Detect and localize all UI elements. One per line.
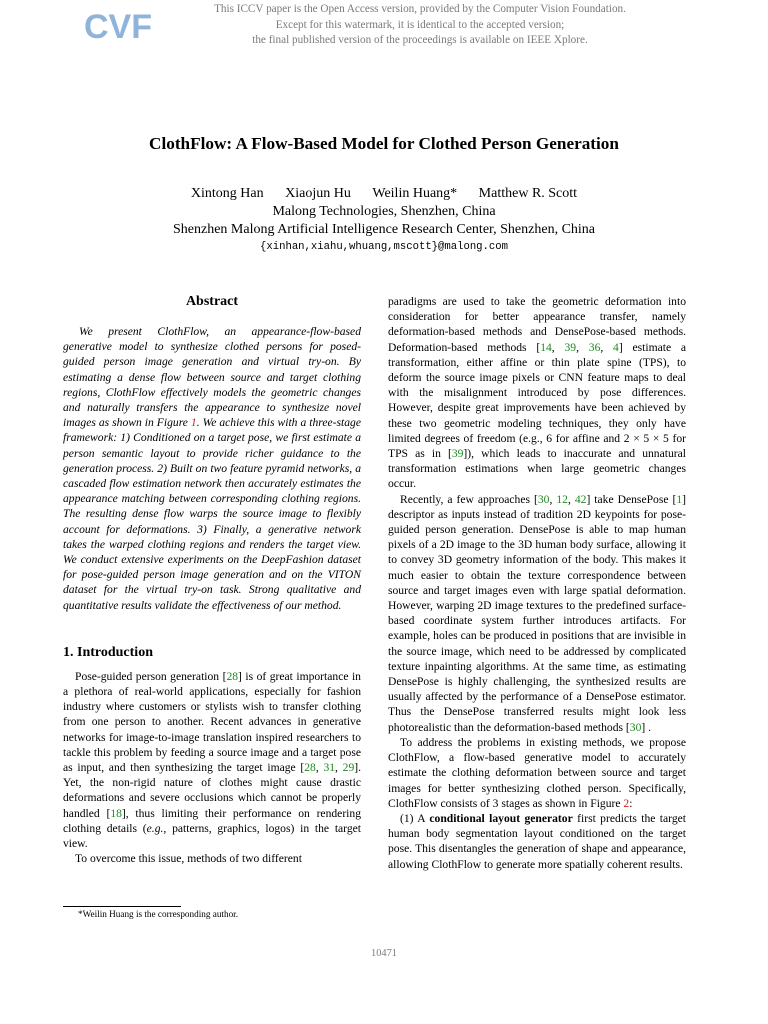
text-part: , [315, 761, 324, 775]
abstract-text-part: . We achieve this with a three-stage framework: 1) Conditioned on a target pose, we first estimate a person semantic layout to provide richer guidance to the generation process. 2) Built on two feature pyramid networks, a cascaded flow estimation network then accurately estimates the appearance matching between corresponding clothing regions. The resulting dense flow warps the source image to flexibly account for deformations. 3) Finally, a generative network takes the warped clothing regions and renders the target view. We conduct extensive experiments on the DeepFashion dataset for pose-guided person image generation and on the VITON dataset for the virtual try-on task. Strong qualitative and quantitative results validate the effectiveness of our method. [63, 416, 361, 612]
text-part: ], thus limiting their performance on rendering clothing details ( [63, 806, 361, 835]
cvf-logo-text: CVF [84, 8, 152, 46]
citation-link[interactable]: 12 [556, 492, 568, 506]
text-part: first predicts the target human body segmentation layout conditioned on the target pose. This disentangles the generation of shape and appearance, allowing ClothFlow to generate more spatially coherent results. [388, 811, 686, 871]
text-part: , patterns, graphics, logos) in the target view. [63, 821, 361, 851]
page-number: 10471 [371, 948, 397, 959]
paper-title: ClothFlow: A Flow-Based Model for Clothed Person Generation [149, 134, 619, 153]
right-paragraph-4 [388, 811, 686, 872]
citation-link[interactable]: 14 [540, 340, 552, 354]
figure-ref-link[interactable]: 2 [623, 796, 630, 810]
text-part: , [576, 340, 589, 354]
left-column [63, 292, 361, 867]
text-part: Recently, a few approaches [ [400, 492, 538, 506]
right-paragraph-3 [388, 735, 686, 811]
watermark-line-1: This ICCV paper is the Open Access version, provided by the Computer Vision Foundation. [214, 3, 626, 15]
text-part: Pose-guided person generation [ [75, 669, 227, 683]
citation-link[interactable]: 39 [451, 447, 464, 461]
text-part: ]), which leads to inaccurate and unnatural transformation estimations when large geometric changes occur. [388, 447, 686, 491]
author-block [40, 185, 728, 255]
citation-link[interactable]: 30 [537, 492, 550, 506]
watermark-line-2: Except for this watermark, it is identical to the accepted version; [275, 18, 565, 31]
citation-link[interactable]: 1 [676, 492, 683, 506]
right-column [388, 294, 686, 872]
text-part: , [335, 761, 343, 775]
cvf-logo [84, 6, 152, 46]
text-part: , [551, 340, 565, 354]
right-paragraph-2 [388, 492, 686, 735]
citation-link[interactable]: 39 [564, 340, 577, 354]
footnote-rule [63, 906, 181, 907]
text-part: ]. Yet, the non-rigid nature of clothes might cause drastic deformations and severe occlusions which cannot be properly handled [ [63, 761, 362, 820]
text-part: ] descriptor as inputs instead of tradition 2D keypoints for pose-guided person generation. DensePose is able to map human pixels of a 2D image to the 3D human body surface, allowing it to convey 3D geometry information of the body. This makes it much easier to obtain the texture correspondence between source and target images even with large spatial deformation. However, warping 2D image textures to the predefined surface-based coordinate system further introduces artifacts. For example, holes can be produced in positions that are invisible in the source image, which need to be addressed by complicated texture inpainting algorithms. At the same time, as estimating DensePose is highly challenging, the synthesized results are usually affected by the performance of a DensePose estimator. Thus the DensePose transferred results might look less photorealistic than the deformation-based methods [ [388, 492, 687, 734]
right-paragraph-1 [388, 294, 686, 492]
text-part: e.g. [146, 821, 164, 835]
citation-link[interactable]: 29 [342, 761, 355, 775]
affiliation-2: Shenzhen Malong Artificial Intelligence Research Center, Shenzhen, China [172, 222, 596, 237]
citation-link[interactable]: 31 [323, 761, 336, 775]
text-part: conditional layout generator [429, 811, 573, 825]
citation-link[interactable]: 30 [629, 720, 642, 734]
citation-link[interactable]: 4 [613, 340, 619, 354]
citation-link[interactable]: 28 [304, 761, 316, 775]
footnote: *Weilin Huang is the corresponding author. [78, 909, 239, 919]
text-part: , [549, 492, 557, 506]
intro-paragraph-2: To overcome this issue, methods of two different [75, 852, 302, 866]
author-name: Xintong Han [190, 186, 264, 201]
text-part: ] is of great importance in a plethora of real-world applications, especially for fashion industry where customers or stylists wish to transfer clothing from one person to another. Recent advances in generative networks for image-to-image translation inspired researchers to tackle this problem by feeding a source image and a target pose as input, and then synthesizing the target image [ [63, 669, 361, 775]
citation-link[interactable]: 36 [588, 340, 601, 354]
text-part: , [567, 492, 575, 506]
text-part: (1) A [400, 811, 430, 825]
text-part: : [629, 796, 633, 810]
author-names [40, 185, 728, 203]
citation-link[interactable]: 42 [574, 492, 587, 506]
figure-ref-link[interactable]: 1 [190, 416, 197, 430]
watermark-line-3: the final published version of the proceedings is available on IEEE Xplore. [252, 34, 588, 47]
author-emails: {xinhan,xiahu,whuang,mscott}@malong.com [260, 241, 508, 253]
author-name: Matthew R. Scott [478, 186, 578, 201]
intro-paragraph-1 [63, 669, 361, 851]
abstract-text [63, 324, 361, 613]
text-part: ] . [641, 720, 652, 734]
text-part: paradigms are used to take the geometric deformation into consideration for better appearance transfer, namely deformation-based methods and DensePose-based methods. Deformation-based methods [ [388, 295, 686, 354]
text-part: ] estimate a transformation, either affine or thin plate spine (TPS), to deform the source image pixels or CNN feature maps to deal with the misalignment introduced by pose differences. However, despite great improvements have been achieved by these two geometric modeling techniques, they only have limited degrees of freedom (e.g., 6 for affine and 2 × 5 × 5 for TPS as in [ [388, 340, 687, 461]
text-part: ] take DensePose [ [586, 492, 677, 506]
abstract-text-part: We present ClothFlow, an appearance-flow-based generative model to synthesize clothed persons for posed-guided person image generation and virtual try-on. By estimating a dense flow between source and target clothing regions, ClothFlow effectively models the geometric changes and naturally transfers the appearance to synthesize novel images as shown in Figure [63, 325, 361, 430]
text-part: To address the problems in existing methods, we propose ClothFlow, a flow-based generative model to accurately estimate the clothing deformation between source and target images for better synthesizing clothed person. Specifically, ClothFlow consists of 3 stages as shown in Figure [388, 735, 686, 810]
text-part: , [600, 340, 614, 354]
affiliation-1: Malong Technologies, Shenzhen, China [272, 204, 496, 219]
abstract-heading: Abstract [185, 294, 239, 309]
author-name: Weilin Huang* [372, 186, 458, 201]
open-access-watermark [150, 2, 690, 49]
citation-link[interactable]: 18 [110, 806, 122, 820]
author-name: Xiaojun Hu [285, 186, 351, 201]
intro-heading: 1. Introduction [63, 644, 153, 660]
citation-link[interactable]: 28 [226, 669, 239, 683]
